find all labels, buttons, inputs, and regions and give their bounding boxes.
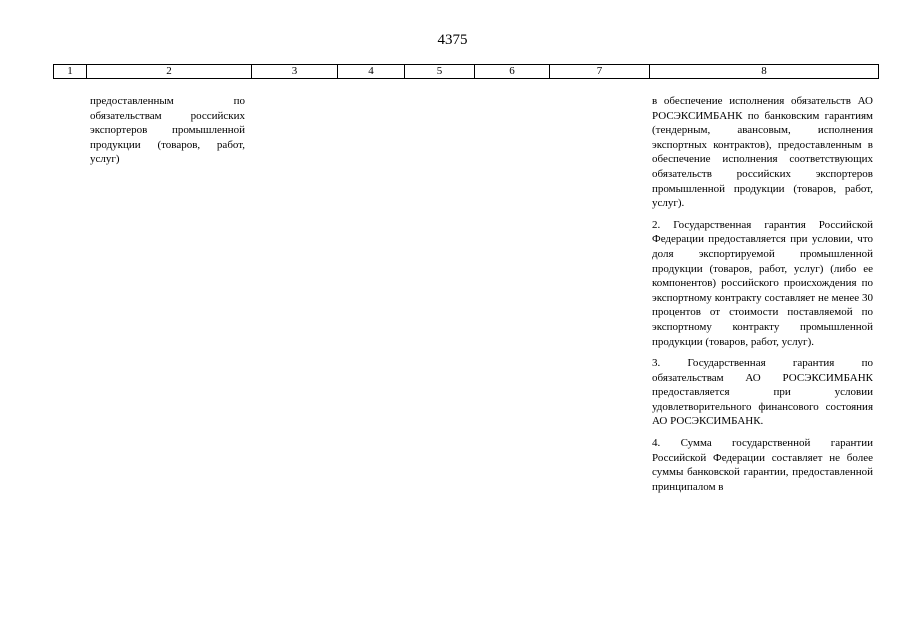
column-header-cell-7: 7 (550, 65, 650, 79)
column-8-paragraph-1: в обеспечение исполнения обязательств АО РОСЭКСИМБАНК по банковским гарантиям (тендерным, авансовым, исполнения экспортных контрактов), предоставленным в обеспечение исполнения соответствующих обязательств российских экспортеров промышленной продукции (товаров, работ, услуг). (652, 95, 873, 210)
column-header-cell-6: 6 (475, 65, 550, 79)
column-header-table (53, 64, 879, 79)
column-8-paragraph-3: 3. Государственная гарантия по обязательствам АО РОСЭКСИМБАНК предоставляется при условии удовлетворительного финансового состояния АО РОСЭКСИМБАНК. (652, 357, 873, 428)
column-8-paragraph-2: 2. Государственная гарантия Российской Федерации предоставляется при условии, что доля экспортируемой промышленной продукции (товаров, работ, услуг) (либо ее компонентов) российского происхождения по экспортному контракту составляет не менее 30 процентов от стоимости поставляемой по экспортному контракту промышленной продукции (товаров, работ, услуг). (652, 218, 873, 348)
column-header-cell-4: 4 (338, 65, 405, 79)
column-2-paragraph: предоставленным по обязательствам российских экспортеров промышленной продукции (товаров, работ, услуг) (90, 95, 245, 166)
column-header-row (54, 65, 879, 79)
column-header-cell-2: 2 (87, 65, 252, 79)
column-2-text (90, 94, 245, 167)
column-header-cell-8: 8 (650, 65, 879, 79)
column-8-paragraph-4: 4. Сумма государственной гарантии Российской Федерации составляет не более суммы банковской гарантии, предоставленной принципалом в (652, 437, 873, 493)
column-header-cell-3: 3 (252, 65, 338, 79)
column-header-cell-1: 1 (54, 65, 87, 79)
page-number: 4375 (437, 32, 468, 48)
column-header-cell-5: 5 (405, 65, 475, 79)
column-8-text (652, 94, 873, 501)
